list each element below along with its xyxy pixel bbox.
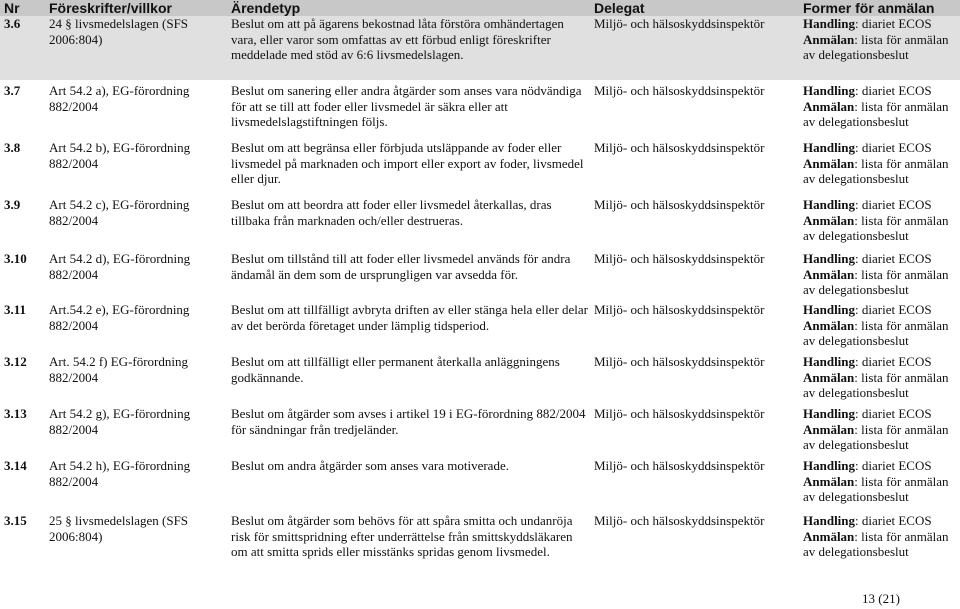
row-report-forms — [803, 302, 960, 349]
delegation-note: av delegationsbeslut — [803, 47, 909, 62]
row-report-forms — [803, 83, 960, 130]
table-row — [0, 406, 960, 458]
row-number: 3.7 — [4, 83, 21, 98]
table-row — [0, 140, 960, 197]
handling-label: Handling — [803, 513, 856, 528]
delegation-note: av delegationsbeslut — [803, 228, 909, 243]
anmalan-label: Anmälan — [803, 98, 855, 114]
delegation-note: av delegationsbeslut — [803, 114, 909, 129]
handling-label: Handling — [803, 140, 856, 155]
row-delegate: Miljö- och hälsoskyddsinspektör — [594, 83, 765, 98]
anmalan-label: Anmälan — [803, 212, 855, 228]
row-delegate: Miljö- och hälsoskyddsinspektör — [594, 16, 765, 31]
row-regulation: Art 54.2 h), EG-förordning 882/2004 — [49, 458, 191, 489]
handling-label: Handling — [803, 458, 856, 473]
anmalan-value: : lista för anmälan — [854, 155, 949, 171]
row-regulation: Art 54.2 g), EG-förordning 882/2004 — [49, 406, 191, 437]
row-delegate: Miljö- och hälsoskyddsinspektör — [594, 513, 765, 528]
row-case-type: Beslut om sanering eller andra åtgärder som anses vara nödvändiga för att se till att foder eller livsmedel är säkra eller att livsmedelslagstiftningen följs. — [231, 83, 582, 129]
anmalan-value: : lista för anmälan — [854, 528, 949, 544]
row-case-type: Beslut om tillstånd till att foder eller livsmedel används för andra ändamål än dem som de ursprungligen var avsedda för. — [231, 251, 571, 282]
row-case-type: Beslut om andra åtgärder som anses vara motiverade. — [231, 458, 509, 473]
handling-value: : diariet ECOS — [855, 251, 932, 266]
row-report-forms — [803, 251, 960, 298]
row-report-forms — [803, 513, 960, 560]
row-number: 3.6 — [4, 16, 21, 31]
row-delegate: Miljö- och hälsoskyddsinspektör — [594, 354, 765, 369]
anmalan-label: Anmälan — [803, 421, 855, 437]
anmalan-value: : lista för anmälan — [854, 266, 949, 282]
delegation-note: av delegationsbeslut — [803, 333, 909, 348]
row-regulation: Art. 54.2 f) EG-förordning 882/2004 — [49, 354, 188, 385]
anmalan-value: : lista för anmälan — [854, 369, 949, 385]
header-nr: Nr — [4, 0, 20, 16]
handling-value: : diariet ECOS — [855, 16, 932, 31]
table-row — [0, 458, 960, 513]
anmalan-value: : lista för anmälan — [854, 317, 949, 333]
handling-label: Handling — [803, 83, 856, 98]
delegation-note: av delegationsbeslut — [803, 282, 909, 297]
row-number: 3.14 — [4, 458, 27, 473]
row-report-forms — [803, 197, 960, 244]
row-report-forms — [803, 406, 960, 453]
row-number: 3.9 — [4, 197, 21, 212]
row-regulation: Art 54.2 a), EG-förordning 882/2004 — [49, 83, 190, 114]
handling-label: Handling — [803, 406, 856, 421]
anmalan-label: Anmälan — [803, 369, 855, 385]
handling-value: : diariet ECOS — [855, 83, 932, 98]
row-regulation: Art 54.2 d), EG-förordning 882/2004 — [49, 251, 191, 282]
handling-label: Handling — [803, 302, 856, 317]
delegation-note: av delegationsbeslut — [803, 385, 909, 400]
anmalan-label: Anmälan — [803, 266, 855, 282]
handling-label: Handling — [803, 197, 856, 212]
handling-label: Handling — [803, 354, 856, 369]
anmalan-value: : lista för anmälan — [854, 421, 949, 437]
row-report-forms — [803, 140, 960, 187]
row-regulation: Art 54.2 c), EG-förordning 882/2004 — [49, 197, 190, 228]
header-former: Former för anmälan — [803, 0, 935, 16]
header-arendetyp: Ärendetyp — [231, 0, 301, 16]
table-row — [0, 197, 960, 251]
table-row — [0, 251, 960, 302]
handling-value: : diariet ECOS — [855, 302, 932, 317]
row-delegate: Miljö- och hälsoskyddsinspektör — [594, 140, 765, 155]
row-case-type: Beslut om åtgärder som behövs för att spåra smitta och undanröja risk för smittspridning efter underrättelse från smittskyddsläkaren om att smitta sprids eller misstänks spridas genom livsmedel. — [231, 513, 573, 559]
row-case-type: Beslut om att på ägarens bekostnad låta förstöra omhändertagen vara, eller varor som omfattas av ett förbud enligt föreskrifter meddelade med stöd av 6:6 livsmedelslagen. — [231, 16, 564, 62]
row-regulation: Art.54.2 e), EG-förordning 882/2004 — [49, 302, 190, 333]
delegation-note: av delegationsbeslut — [803, 544, 909, 559]
header-foreskrifter: Föreskrifter/villkor — [49, 0, 172, 16]
row-case-type: Beslut om att beordra att foder eller livsmedel återkallas, dras tillbaka från marknaden och/eller destrueras. — [231, 197, 552, 228]
page-number: 13 (21) — [862, 591, 900, 606]
header-delegat: Delegat — [594, 0, 645, 16]
handling-label: Handling — [803, 16, 856, 31]
anmalan-label: Anmälan — [803, 317, 855, 333]
handling-label: Handling — [803, 251, 856, 266]
row-report-forms — [803, 458, 960, 505]
row-regulation: Art 54.2 b), EG-förordning 882/2004 — [49, 140, 191, 171]
row-case-type: Beslut om att tillfälligt eller permanent återkalla anläggningens godkännande. — [231, 354, 560, 385]
row-delegate: Miljö- och hälsoskyddsinspektör — [594, 302, 765, 317]
row-number: 3.15 — [4, 513, 27, 528]
anmalan-value: : lista för anmälan — [854, 31, 949, 47]
table-row — [0, 354, 960, 406]
row-delegate: Miljö- och hälsoskyddsinspektör — [594, 406, 765, 421]
anmalan-label: Anmälan — [803, 31, 855, 47]
anmalan-value: : lista för anmälan — [854, 473, 949, 489]
handling-value: : diariet ECOS — [855, 458, 932, 473]
row-delegate: Miljö- och hälsoskyddsinspektör — [594, 251, 765, 266]
table-header — [0, 0, 960, 16]
delegation-note: av delegationsbeslut — [803, 437, 909, 452]
handling-value: : diariet ECOS — [855, 197, 932, 212]
row-regulation: 25 § livsmedelslagen (SFS 2006:804) — [49, 513, 189, 544]
row-regulation: 24 § livsmedelslagen (SFS 2006:804) — [49, 16, 189, 47]
handling-value: : diariet ECOS — [855, 513, 932, 528]
table-row — [0, 16, 960, 80]
row-number: 3.8 — [4, 140, 21, 155]
handling-value: : diariet ECOS — [855, 354, 932, 369]
row-delegate: Miljö- och hälsoskyddsinspektör — [594, 197, 765, 212]
row-report-forms — [803, 354, 960, 401]
row-case-type: Beslut om åtgärder som avses i artikel 19 i EG-förordning 882/2004 för sändningar från tredjeländer. — [231, 406, 586, 437]
handling-value: : diariet ECOS — [855, 140, 932, 155]
anmalan-label: Anmälan — [803, 155, 855, 171]
anmalan-label: Anmälan — [803, 473, 855, 489]
delegation-note: av delegationsbeslut — [803, 489, 909, 504]
row-case-type: Beslut om att begränsa eller förbjuda utsläppande av foder eller livsmedel på marknaden och import eller export av foder, livsmedel eller djur. — [231, 140, 584, 186]
row-delegate: Miljö- och hälsoskyddsinspektör — [594, 458, 765, 473]
anmalan-value: : lista för anmälan — [854, 98, 949, 114]
row-report-forms — [803, 16, 960, 63]
table-row — [0, 513, 960, 588]
anmalan-label: Anmälan — [803, 528, 855, 544]
row-case-type: Beslut om att tillfälligt avbryta driften av eller stänga hela eller delar av det berörda företaget under lämplig tidsperiod. — [231, 302, 589, 333]
delegation-note: av delegationsbeslut — [803, 171, 909, 186]
table-row — [0, 302, 960, 354]
handling-value: : diariet ECOS — [855, 406, 932, 421]
row-number: 3.11 — [4, 302, 27, 317]
anmalan-value: : lista för anmälan — [854, 212, 949, 228]
row-number: 3.10 — [4, 251, 27, 266]
row-number: 3.13 — [4, 406, 27, 421]
row-number: 3.12 — [4, 354, 27, 369]
table-row — [0, 83, 960, 140]
